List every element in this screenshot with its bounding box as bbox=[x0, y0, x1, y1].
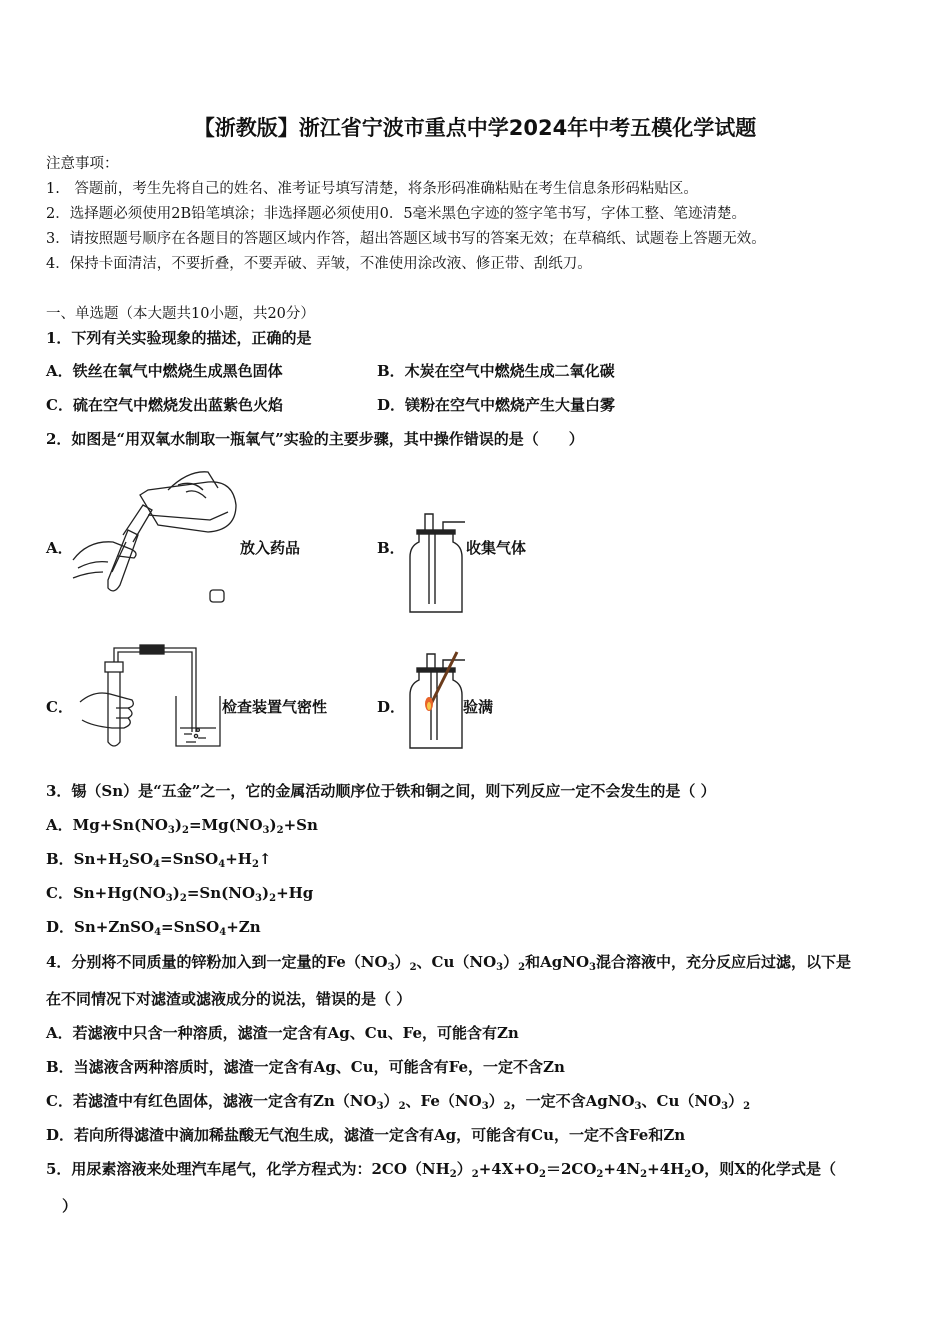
q2-option-b-letter: B． bbox=[377, 539, 405, 557]
q4-option-a: A．若滤液中只含一种溶质，滤渣一定含有Ag、Cu、Fe，可能含有Zn bbox=[46, 1024, 519, 1042]
note-item: 3．请按照题号顺序在各题目的答题区域内作答，超出答题区域书写的答案无效；在草稿纸、试题卷上答题无效。 bbox=[46, 231, 766, 247]
q3-option-d: D．Sn+ZnSO$_4$=SnSO$_4$+Zn bbox=[46, 918, 261, 938]
q4-option-c: C．若滤渣中有红色固体，滤液一定含有$Zn(NO_3)_2$、$Fe(NO_3)_2$，一定不含AgNO$_3$、$Cu(NO_3)_2$ bbox=[46, 1092, 751, 1112]
note-item: 2．选择题必须使用2B铅笔填涂；非选择题必须使用0．5毫米黑色字迹的签字笔书写，字体工整、笔迹清楚。 bbox=[46, 206, 747, 222]
q5-stem: 5．用尿素溶液来处理汽车尾气，化学方程式为：$2CO(NH_2)_2+4X+O_2=2CO_2+4N_2+4H_2O$，则X的化学式是（ bbox=[46, 1160, 836, 1180]
q1-stem: 1．下列有关实验现象的描述，正确的是 bbox=[46, 329, 312, 347]
q2-option-d-letter: D． bbox=[377, 698, 406, 716]
check-full-illustration bbox=[405, 650, 467, 750]
q5-stem-cont: ） bbox=[62, 1197, 78, 1215]
q2-option-c-letter: C． bbox=[46, 698, 73, 716]
section-heading: 一、单选题（本大题共10小题，共20分） bbox=[46, 306, 315, 322]
q2-option-c-label: 检查装置气密性 bbox=[222, 698, 328, 716]
q4-option-d: D．若向所得滤渣中滴加稀盐酸无气泡生成，滤渣一定含有Ag，可能含有Cu，一定不含Fe和Zn bbox=[46, 1126, 686, 1144]
q2-option-d-label: 验满 bbox=[463, 698, 494, 716]
notes-heading: 注意事项： bbox=[46, 156, 119, 172]
q3-option-c: C．$Sn+Hg(NO_3)_2=Sn(NO_3)_2+Hg$ bbox=[46, 884, 314, 904]
q2-stem: 2．如图是“用双氧水制取一瓶氧气”实验的主要步骤，其中操作错误的是（ ） bbox=[46, 430, 584, 448]
gas-collection-bottle-illustration bbox=[405, 512, 467, 614]
note-item: 1. 答题前，考生先将自己的姓名、准考证号填写清楚，将条形码准确粘贴在考生信息条形码粘贴区。 bbox=[46, 181, 698, 197]
q4-stem-cont: 在不同情况下对滤渣或滤液成分的说法，错误的是（ ） bbox=[46, 990, 412, 1008]
q2-option-a-letter: A． bbox=[46, 539, 73, 557]
airtightness-check-illustration bbox=[72, 642, 224, 750]
note-item: 4．保持卡面清洁，不要折叠，不要弄破、弄皱，不准使用涂改液、修正带、刮纸刀。 bbox=[46, 256, 592, 272]
q4-stem: 4．分别将不同质量的锌粉加入到一定量的$Fe(NO_3)_2$、$Cu(NO_3)_2$和AgNO$_3$混合溶液中，充分反应后过滤，以下是 bbox=[46, 953, 852, 973]
q4-option-b: B．当滤液含两种溶质时，滤渣一定含有Ag、Cu，可能含有Fe，一定不含Zn bbox=[46, 1058, 565, 1076]
q2-option-a-label: 放入药品 bbox=[240, 539, 301, 557]
pour-reagent-illustration bbox=[68, 460, 248, 610]
q2-option-b-label: 收集气体 bbox=[466, 539, 527, 557]
q1-option-c: C．硫在空气中燃烧发出蓝紫色火焰 bbox=[46, 396, 283, 414]
q1-option-a: A．铁丝在氧气中燃烧生成黑色固体 bbox=[46, 362, 283, 380]
q3-stem: 3．锡（Sn）是“五金”之一，它的金属活动顺序位于铁和铜之间，则下列反应一定不会发生的是（ ） bbox=[46, 782, 716, 800]
q1-option-b: B．木炭在空气中燃烧生成二氧化碳 bbox=[377, 362, 615, 380]
q1-option-d: D．镁粉在空气中燃烧产生大量白雾 bbox=[377, 396, 616, 414]
page-title: 【浙教版】浙江省宁波市重点中学2024年中考五模化学试题 bbox=[193, 116, 757, 140]
q3-option-a: A．$Mg+Sn(NO_3)_2=Mg(NO_3)_2+Sn$ bbox=[46, 816, 318, 836]
q3-option-b: B．$Sn+H_2SO_4=SnSO_4+H_2↑$ bbox=[46, 850, 272, 870]
